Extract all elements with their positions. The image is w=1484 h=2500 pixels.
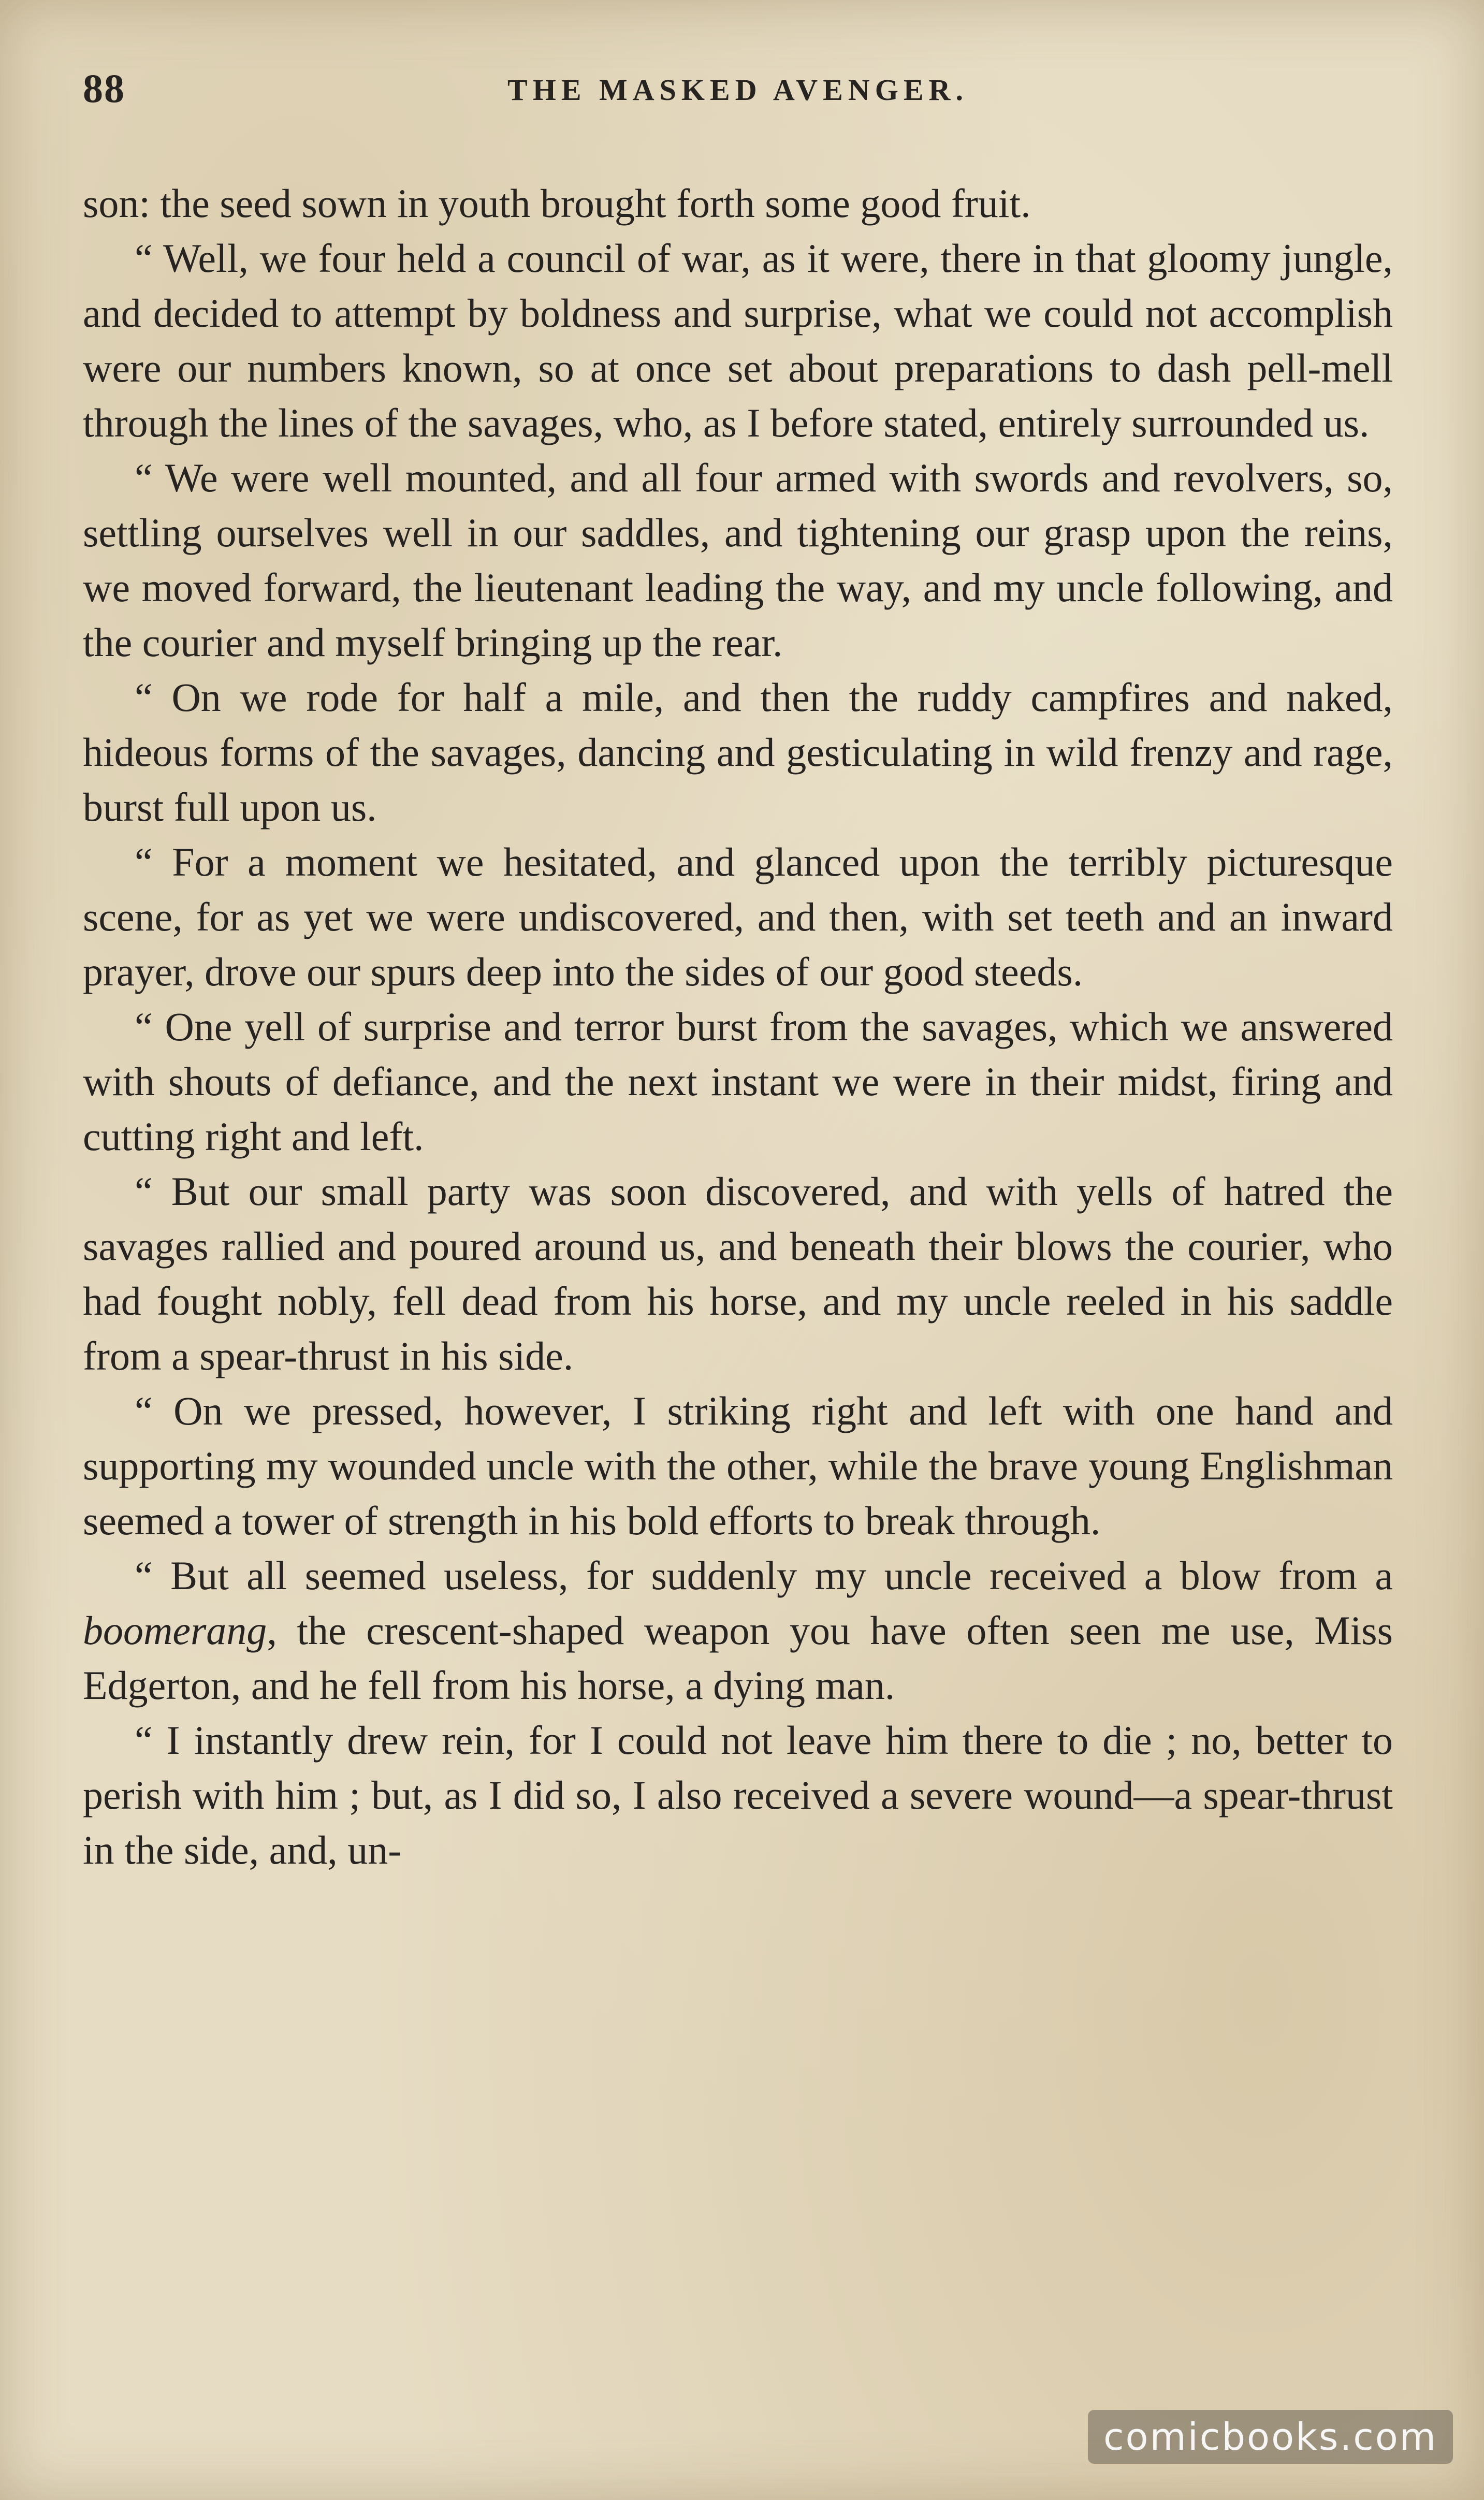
paragraph-9-after: , the crescent-shaped weapon you have often seen me use, Miss Edgerton, and he fell from his horse, a dying man. <box>83 1608 1393 1708</box>
watermark: comicbooks.com <box>1088 2410 1453 2464</box>
page-number: 88 <box>83 66 125 111</box>
page-header <box>83 62 1393 124</box>
paragraph-1: son: the seed sown in youth brought forth some good fruit. <box>83 181 1031 226</box>
paragraph-9-before: “ But all seemed useless, for suddenly my uncle received a blow from a <box>135 1553 1393 1598</box>
paragraph-6: “ One yell of surprise and terror burst from the savages, which we answered with shouts of defiance, and the next instant we were in their midst, firing and cutting right and left. <box>83 1004 1393 1159</box>
paragraph-9 <box>83 1548 1393 1713</box>
paragraph-4: “ On we rode for half a mile, and then the ruddy campfires and naked, hideous forms of the savages, dancing and gesticulating in wild frenzy and rage, burst full upon us. <box>83 675 1393 830</box>
running-title: THE MASKED AVENGER. <box>507 73 968 107</box>
paragraph-9-italic: boomerang <box>83 1608 267 1653</box>
paragraph-2: “ Well, we four held a council of war, as it were, there in that gloomy jungle, and decided to attempt by boldness and surprise, what we could not accomplish were our numbers known, so at once set about preparations to dash pell-mell through the lines of the savages, who, as I before stated, entirely surrounded us. <box>83 236 1393 445</box>
book-page <box>83 62 1393 2392</box>
paragraph-10: “ I instantly drew rein, for I could not leave him there to die ; no, better to perish with him ; but, as I did so, I also received a severe wound—a spear-thrust in the side, and, un- <box>83 1718 1393 1872</box>
paragraph-3: “ We were well mounted, and all four armed with swords and revolvers, so, settling ourselves well in our saddles, and tightening our grasp upon the reins, we moved forward, the lieutenant leading the way, and my uncle following, and the courier and myself bringing up the rear. <box>83 455 1393 665</box>
body-text <box>83 176 1393 1878</box>
paragraph-8: “ On we pressed, however, I striking right and left with one hand and supporting my wounded uncle with the other, while the brave young Englishman seemed a tower of strength in his bold efforts to break through. <box>83 1388 1393 1543</box>
paragraph-5: “ For a moment we hesitated, and glanced upon the terribly picturesque scene, for as yet we were undiscovered, and then, with set teeth and an inward prayer, drove our spurs deep into the sides of our good steeds. <box>83 839 1393 994</box>
paragraph-7: “ But our small party was soon discovered, and with yells of hatred the savages rallied and poured around us, and beneath their blows the courier, who had fought nobly, fell dead from his horse, and my uncle reeled in his saddle from a spear-thrust in his side. <box>83 1169 1393 1378</box>
